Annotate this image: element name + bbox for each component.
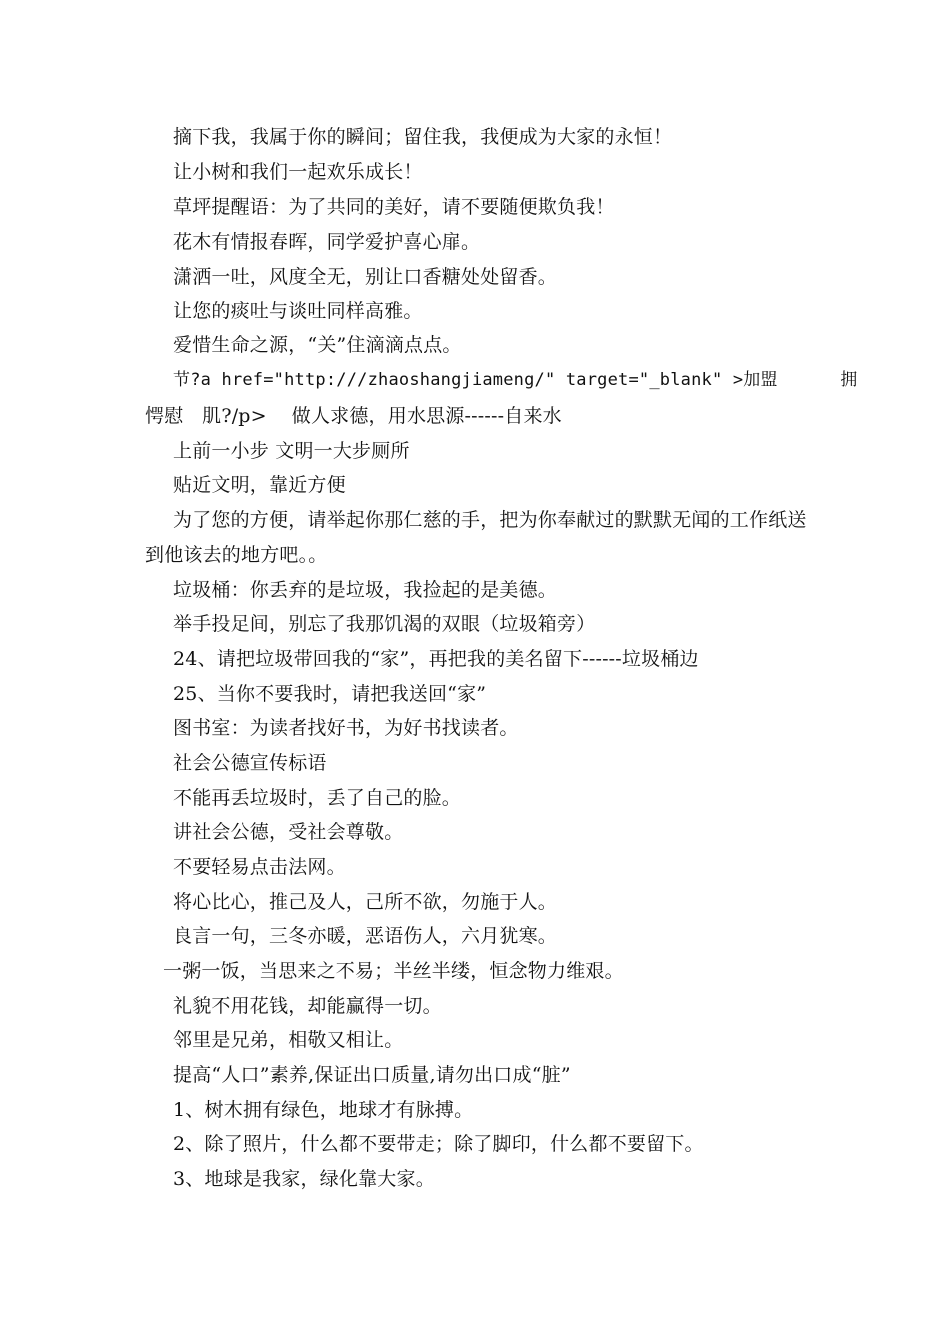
text-line: 24、请把垃圾带回我的“家”，再把我的美名留下------垃圾桶边	[173, 648, 699, 670]
text-line: 让小树和我们一起欢乐成长！	[173, 161, 423, 183]
text-line: 垃圾桶：你丢弃的是垃圾，我捡起的是美德。	[173, 579, 558, 601]
text-line: 3、地球是我家，绿化靠大家。	[173, 1168, 435, 1190]
text-line: 讲社会公德，受社会尊敬。	[173, 821, 404, 843]
text-line: 一粥一饭，当思来之不易；半丝半缕，恒念物力维艰。	[163, 960, 624, 982]
text-line: 不能再丢垃圾时，丢了自己的脸。	[173, 787, 462, 809]
text-line: 为了您的方便，请举起你那仁慈的手，把为你奉献过的默默无闻的工作纸送	[173, 509, 807, 531]
text-line: 贴近文明，靠近方便	[173, 474, 346, 496]
text-line: 2、除了照片，什么都不要带走；除了脚印，什么都不要留下。	[173, 1133, 704, 1155]
text-line: 社会公德宣传标语	[173, 752, 327, 774]
text-line: 不要轻易点击法网。	[173, 856, 346, 878]
text-line: 礼貌不用花钱，却能赢得一切。	[173, 995, 442, 1017]
text-line: 举手投足间，别忘了我那饥渴的双眼（垃圾箱旁）	[173, 613, 596, 635]
text-line: 提高“人口”素养,保证出口质量,请勿出口成“脏”	[173, 1064, 571, 1086]
text-line: 图书室：为读者找好书，为好书找读者。	[173, 717, 519, 739]
text-line: 愕慰 肌?/p> 做人求德，用水思源------自来水	[145, 405, 562, 427]
text-line: 1、树木拥有绿色，地球才有脉搏。	[173, 1099, 474, 1121]
text-line: 爱惜生命之源，“关”住滴滴点点。	[173, 334, 462, 356]
text-line: 花木有情报春晖，同学爱护喜心扉。	[173, 231, 481, 253]
text-line: 让您的痰吐与谈吐同样高雅。	[173, 300, 423, 322]
text-line: 将心比心，推己及人，己所不欲，勿施于人。	[173, 891, 558, 913]
text-line: 良言一句，三冬亦暖，恶语伤人，六月犹寒。	[173, 925, 558, 947]
text-line: 草坪提醒语：为了共同的美好，请不要随便欺负我！	[173, 196, 615, 218]
text-line: 到他该去的地方吧。。	[145, 544, 328, 566]
text-line: 上前一小步 文明一大步厕所	[173, 440, 410, 462]
text-line: 摘下我，我属于你的瞬间；留住我，我便成为大家的永恒！	[173, 126, 673, 148]
text-line: 潇洒一吐，风度全无，别让口香糖处处留香。	[173, 266, 558, 288]
text-line: 邻里是兄弟，相敬又相让。	[173, 1029, 404, 1051]
text-line: 节?a href="http:///zhaoshangjiameng/" target="_blank" >加盟 拥	[173, 370, 858, 390]
text-line: 25、当你不要我时，请把我送回“家”	[173, 683, 487, 705]
